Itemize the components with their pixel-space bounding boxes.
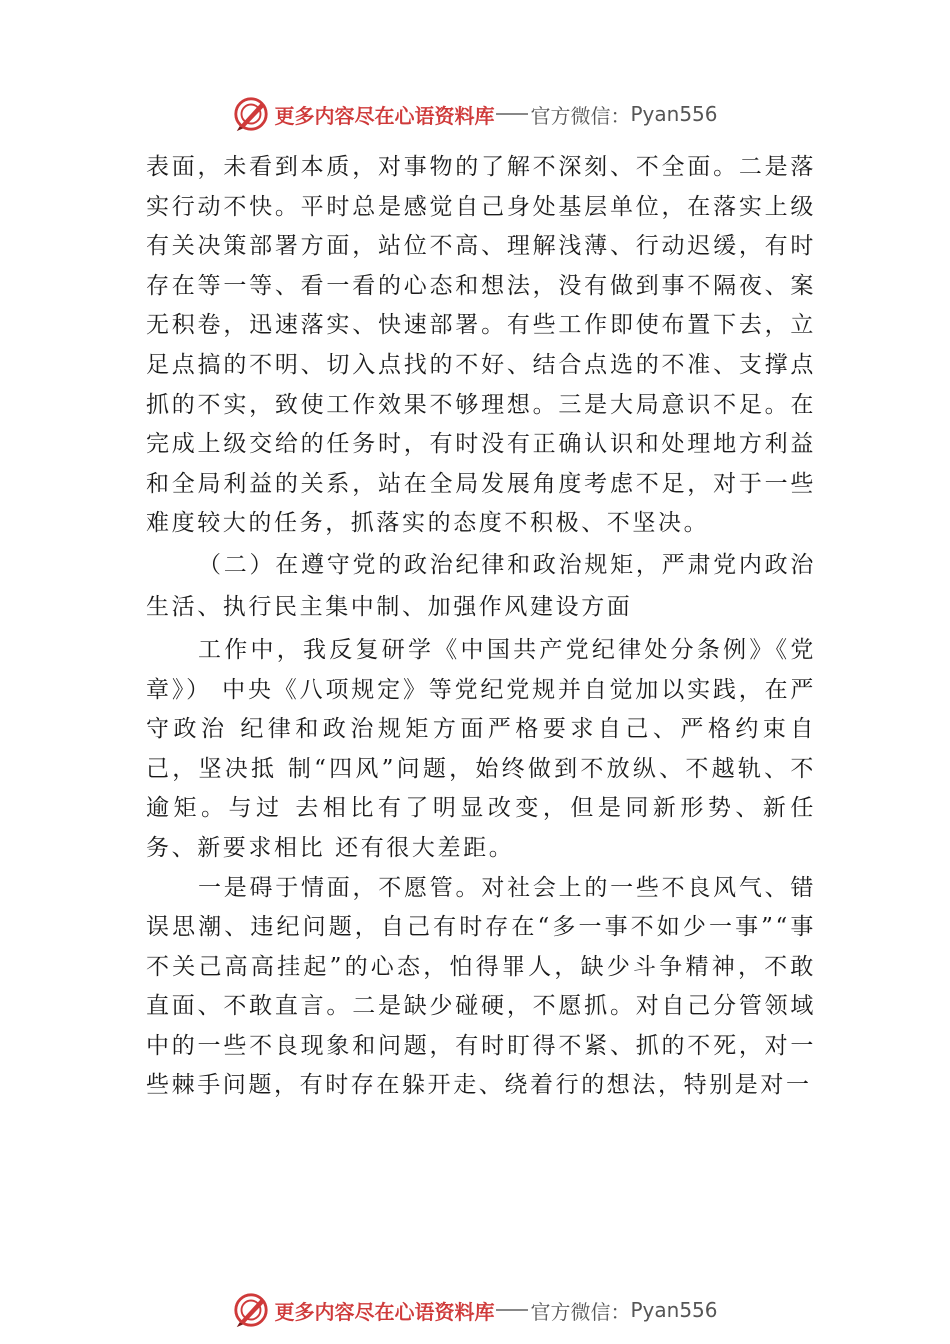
watermark-sub-text: 官方微信： <box>530 1299 631 1324</box>
watermark-dash <box>496 1309 528 1311</box>
pen-circle-logo-icon <box>232 95 270 133</box>
paragraph: 工作中，我反复研学《中国共产党纪律处分条例》《党章》） 中央《八项规定》等党纪党规并自觉加以实践，在严守政治 纪律和政治规矩方面严格要求自己、严格约束自己，坚决抵 制“四风”问题，始终做到不放纵、不越轨、不逾矩。与过 去相比有了明显改变，但是同新形势、新任务、新要求相比 还有很大差距。 <box>146 636 816 861</box>
watermark-wechat-id: Pyan556 <box>630 102 718 126</box>
section-heading: （二）在遵守党的政治纪律和政治规矩，严肃党内政治生活、执行民主集中制、加强作风建设方面 <box>146 551 816 620</box>
paragraph-continued: 表面，未看到本质，对事物的了解不深刻、不全面。二是落实行动不快。平时总是感觉自己身处基层单位，在落实上级有关决策部署方面，站位不高、理解浅薄、行动迟缓，有时存在等一等、看一看的心态和想法，没有做到事不隔夜、案无积卷，迅速落实、快速部署。有些工作即使布置下去，立足点搞的不明、切入点找的不好、结合点选的不准、支撑点抓的不实，致使工作效果不够理想。三是大局意识不足。在完成上级交给的任务时，有时没有正确认识和处理地方利益和全局利益的关系，站在全局发展角度考虑不足，对于一些难度较大的任务，抓落实的态度不积极、不坚决。 <box>146 154 816 537</box>
document-body <box>146 148 816 1106</box>
watermark-header <box>0 94 950 134</box>
watermark-dash <box>496 113 528 115</box>
watermark-main-text: 更多内容尽在心语资料库 <box>274 1299 495 1324</box>
watermark-main-text: 更多内容尽在心语资料库 <box>274 103 495 128</box>
watermark-footer <box>0 1290 950 1330</box>
pen-circle-logo-icon <box>232 1291 270 1329</box>
watermark-wechat-id: Pyan556 <box>630 1298 718 1322</box>
paragraph: 一是碍于情面，不愿管。对社会上的一些不良风气、错误思潮、违纪问题，自己有时存在“多一事不如少一事”“事不关己高高挂起”的心态，怕得罪人，缺少斗争精神，不敢直面、不敢直言。二是缺少碰硬，不愿抓。对自己分管领域中的一些不良现象和问题，有时盯得不紧、抓的不死，对一些棘手问题，有时存在躲开走、绕着行的想法，特别是对一 <box>146 874 816 1099</box>
watermark-sub-text: 官方微信： <box>530 103 631 128</box>
